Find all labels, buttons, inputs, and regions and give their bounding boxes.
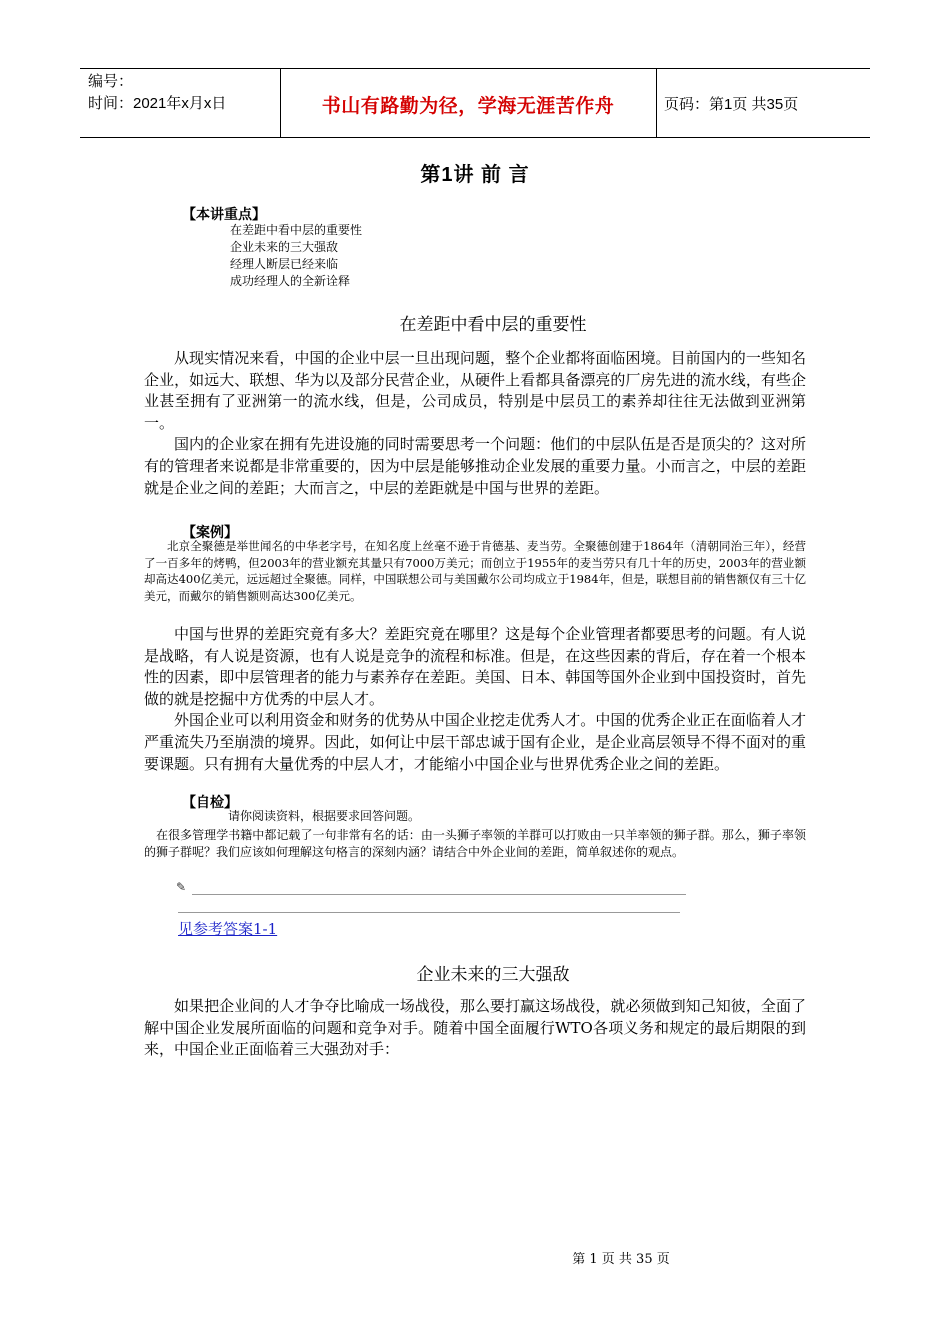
answer-line[interactable] xyxy=(192,894,686,895)
document-number: 编号： xyxy=(88,73,134,90)
focus-label: 【本讲重点】 xyxy=(182,206,266,222)
section-body xyxy=(144,996,806,1061)
header-motto: 书山有路勤为径，学海无涯苦作舟 xyxy=(321,96,615,117)
focus-item: 企业未来的三大强敌 xyxy=(230,240,339,254)
document-time: 时间：2021年x月x日 xyxy=(88,95,227,112)
case-body xyxy=(144,538,806,604)
focus-item: 在差距中看中层的重要性 xyxy=(230,223,363,237)
focus-item: 成功经理人的全新诠释 xyxy=(230,274,351,288)
section-body xyxy=(144,624,806,775)
document-header xyxy=(80,68,870,138)
section-title: 企业未来的三大强敌 xyxy=(416,965,570,984)
header-divider xyxy=(280,69,281,137)
pencil-icon: ✎ xyxy=(176,880,187,894)
paragraph: 外国企业可以利用资金和财务的优势从中国企业挖走优秀人才。中国的优秀企业正在面临着人才严重流失乃至崩溃的境界。因此，如何让中层干部忠诚于国有企业，是企业高层领导不得不面对的重要课题。只有拥有大量优秀的中层人才，才能缩小中国企业与世界优秀企业之间的差距。 xyxy=(144,711,806,773)
paragraph: 中国与世界的差距究竟有多大？差距究竟在哪里？这是每个企业管理者都要思考的问题。有人说是战略，有人说是资源，也有人说是竞争的流程和标准。但是，在这些因素的背后，存在着一个根本性的因素，即中层管理者的能力与素养存在差距。美国、日本、韩国等国外企业到中国投资时，首先做的就是挖掘中方优秀的中层人才。 xyxy=(144,625,806,708)
answer-line[interactable] xyxy=(178,912,680,913)
header-meta xyxy=(88,71,278,115)
focus-item: 经理人断层已经来临 xyxy=(230,257,339,271)
paragraph: 从现实情况来看，中国的企业中层一旦出现问题，整个企业都将面临困境。目前国内的一些知名企业，如远大、联想、华为以及部分民营企业，从硬件上看都具备漂亮的厂房先进的流水线，有些企业甚至拥有了亚洲第一的流水线，但是，公司成员，特别是中层员工的素养却往往无法做到亚洲第一。 xyxy=(144,349,806,432)
paragraph: 如果把企业间的人才争夺比喻成一场战役，那么要打赢这场战役，就必须做到知己知彼，全面了解中国企业发展所面临的问题和竞争对手。随着中国全面履行WTO各项义务和规定的最后期限的到来，中国企业正面临着三大强劲对手： xyxy=(144,997,806,1059)
self-check-label: 【自检】 xyxy=(182,794,238,810)
case-text: 北京全聚德是举世闻名的中华老字号，在知名度上丝毫不逊于肯德基、麦当劳。全聚德创建于1864年（清朝同治三年），经营了一百多年的烤鸭，但2003年的营业额充其量只有7000万美元；而创立于1955年的麦当劳只有几十年的历史，2003年的营业额却高达400亿美元，远远超过全聚德。同样，中国联想公司与美国戴尔公司均成立于1984年，但是，联想目前的销售额仅有三十亿美元，而戴尔的销售额则高达300亿美元。 xyxy=(144,539,806,603)
lecture-title: 第1讲 前 言 xyxy=(420,164,530,186)
question-text: 在很多管理学书籍中都记载了一句非常有名的话：由一头狮子率领的羊群可以打败由一只羊率领的狮子群。那么，狮子率领的狮子群呢？我们应该如何理解这句格言的深刻内涵？请结合中外企业间的差距，简单叙述你的观点。 xyxy=(144,828,806,859)
case-label: 【案例】 xyxy=(182,524,238,540)
paragraph: 国内的企业家在拥有先进设施的同时需要思考一个问题：他们的中层队伍是否是顶尖的？这对所有的管理者来说都是非常重要的，因为中层是能够推动企业发展的重要力量。小而言之，中层的差距就是企业之间的差距；大而言之，中层的差距就是中国与世界的差距。 xyxy=(144,435,806,497)
header-page-info: 页码：第1页 共35页 xyxy=(664,96,799,113)
section-title: 在差距中看中层的重要性 xyxy=(399,315,587,334)
focus-list xyxy=(230,222,362,290)
page-footer: 第 1 页 共 35 页 xyxy=(572,1252,670,1267)
section-body xyxy=(144,348,806,499)
self-check-question xyxy=(144,827,806,861)
self-check-instruction: 请你阅读资料，根据要求回答问题。 xyxy=(228,809,421,823)
reference-answer-link[interactable]: 见参考答案1-1 xyxy=(178,920,278,938)
header-divider xyxy=(656,69,657,137)
